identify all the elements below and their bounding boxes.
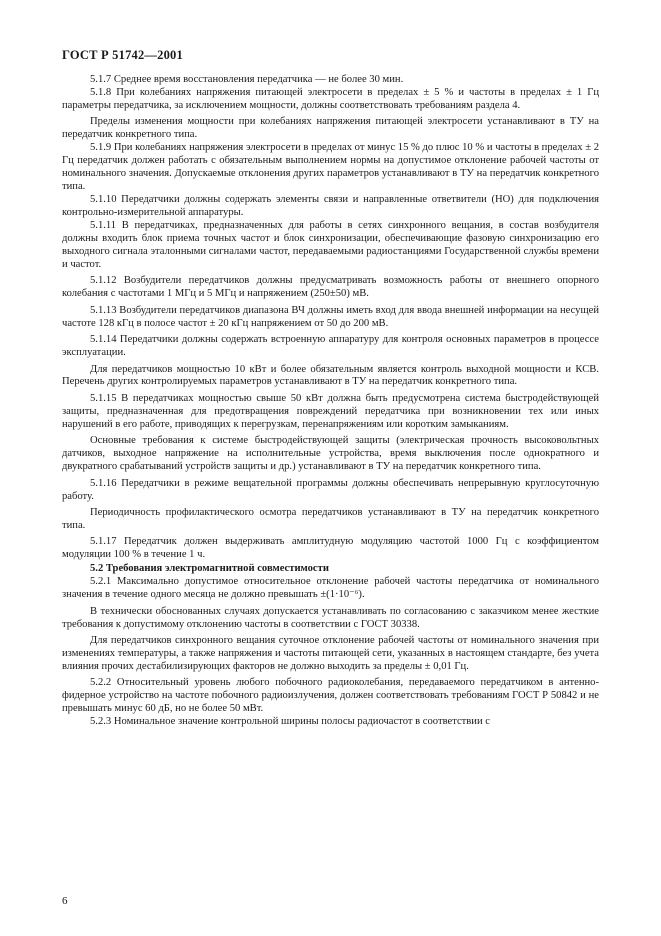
paragraph-5-1-7: 5.1.7 Среднее время восстановления передатчика — не более 30 мин. — [90, 74, 404, 85]
paragraph-inspection-periodicity: Периодичность профилактического осмотра передатчиков устанавливают в ТУ на передатчик конкретного типа. — [62, 507, 599, 531]
paragraph-5-2-2: 5.2.2 Относительный уровень любого побочного радиоколебания, передаваемого передатчиком в антенно-фидерное устройство на частоте побочного радиоизлучения, должен соответствовать требованиям ГОСТ Р 50842 и не превышать минус 60 дБ, но не более 50 мВт. — [62, 677, 599, 715]
paragraph-5-1-10: 5.1.10 Передатчики должны содержать элементы связи и направленные ответвители (НО) для подключения контрольно-измерительной аппаратуры. — [62, 194, 599, 219]
paragraph-protection-requirements: Основные требования к системе быстродействующей защиты (электрическая прочность высоковольтных датчиков, выходное напряжение на исполнительные устройства, время выключения после однократного и двукратного срабатываний устройств защиты и др.) устанавливают в ТУ на передатчик конкретного типа. — [62, 435, 599, 473]
paragraph-5-1-16: 5.1.16 Передатчики в режиме вещательной программы должны обеспечивать непрерывную круглосуточную работу. — [62, 477, 599, 502]
paragraph-synchronous-deviation: Для передатчиков синхронного вещания суточное отклонение рабочей частоты от номинального значения при изменениях температуры, а также напряжения и частоты питающей сети, указанных в настоящем стандарте, без учета влияния прочих дестабилизирующих факторов не должно выходить за пределы ± 0,01 Гц. — [62, 635, 599, 673]
paragraph-5-1-11: 5.1.11 В передатчиках, предназначенных для работы в сетях синхронного вещания, в состав возбудителя должны входить блок приема точных частот и блок синхронизации, обеспечивающие фазовую синхронизацию его выходного сигнала эталонными сигналами частот, передаваемыми радиостанциями Государственной службы времени и частот. — [62, 219, 599, 270]
paragraph-5-1-15: 5.1.15 В передатчиках мощностью свыше 50 кВт должна быть предусмотрена система быстродействующей защиты, предназначенная для предотвращения повреждений передатчика при возникновении тех или иных нарушений в его работе, приводящих к перегрузкам, перенапряжениям или коротким замыканиям. — [62, 392, 599, 430]
section-heading-5-2: 5.2 Требования электромагнитной совместимости — [90, 563, 329, 575]
paragraph-power-control: Для передатчиков мощностью 10 кВт и более обязательным является контроль выходной мощности и КСВ. Перечень других контролируемых параметров устанавливают в ТУ на передатчик конкретного типа. — [62, 363, 599, 388]
paragraph-5-1-17: 5.1.17 Передатчик должен выдерживать амплитудную модуляцию частотой 1000 Гц с коэффициентом модуляции 100 % в течение 1 ч. — [62, 536, 599, 561]
page-number: 6 — [62, 895, 68, 907]
paragraph-5-1-8: 5.1.8 При колебаниях напряжения питающей электросети в пределах ± 5 % и частоты в пределах ± 1 Гц параметры передатчика, за исключением мощности, должны соответствовать требованиям раздела 4. — [62, 86, 599, 111]
paragraph-5-2-1: 5.2.1 Максимально допустимое относительное отклонение рабочей частоты передатчика от номинального значения в течение одного месяца не должно превышать ±(1·10⁻⁶). — [62, 576, 599, 601]
paragraph-5-2-3: 5.2.3 Номинальное значение контрольной ширины полосы радиочастот в соответствии с — [90, 716, 490, 728]
document-header: ГОСТ Р 51742—2001 — [62, 48, 183, 62]
paragraph-5-1-12: 5.1.12 Возбудители передатчиков должны предусматривать возможность работы от внешнего опорного колебания с частотами 1 МГц и 5 МГц и напряжением (250±50) мВ. — [62, 275, 599, 300]
paragraph-5-1-13: 5.1.13 Возбудители передатчиков диапазона ВЧ должны иметь вход для ввода внешней информации на несущей частоте 128 кГц в полосе частот ± 20 кГц напряжением от 50 до 200 мВ. — [62, 304, 599, 329]
paragraph-5-1-9: 5.1.9 При колебаниях напряжения электросети в пределах от минус 15 % до плюс 10 % и частоты в пределах ± 2 Гц передатчик должен работать с обязательным выполнением нормы на допустимое отклонение рабочей частоты от номинального значения. Допускаемые отклонения других параметров устанавливают в ТУ на передатчик конкретного типа. — [62, 142, 599, 193]
paragraph-justified-cases: В технически обоснованных случаях допускается устанавливать по согласованию с заказчиком менее жесткие требования к допустимому отклонению частоты в соответствии с ГОСТ 30338. — [62, 605, 599, 630]
paragraph-5-1-14: 5.1.14 Передатчики должны содержать встроенную аппаратуру для контроля основных параметров в процессе эксплуатации. — [62, 334, 599, 359]
paragraph-power-limits: Пределы изменения мощности при колебаниях напряжения питающей электросети устанавливают в ТУ на передатчик конкретного типа. — [62, 116, 599, 141]
document-body — [62, 74, 599, 729]
